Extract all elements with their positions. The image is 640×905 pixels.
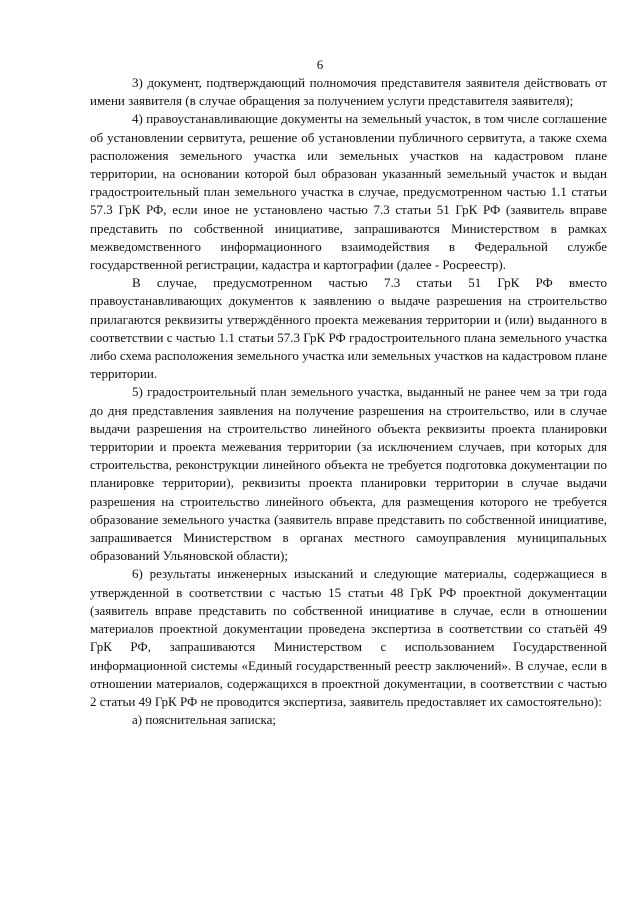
paragraph-item-5: 5) градостроительный план земельного участка, выданный не ранее чем за три года до дня представления заявления на получение разрешения на строительство, или в случае выдачи разрешения на строительство линейного объекта реквизиты проекта планировки территории и проекта межевания территории (за исключением случаев, при которых для строительства, реконструкции линейного объекта не требуется подготовка документации по планировке территории), реквизиты проекта планировки территории в случае выдачи разрешения на строительство линейного объекта, для размещения которого не требуется образование земельного участка (заявитель вправе представить по собственной инициативе, запрашивается Министерством в органах местного самоуправления муниципальных образований Ульяновской области); xyxy=(90,384,607,564)
paragraph-item-3: 3) документ, подтверждающий полномочия представителя заявителя действовать от имени заявителя (в случае обращения за получением услуги представителя заявителя); xyxy=(90,75,607,109)
paragraph-subitem-a: а) пояснительная записка; xyxy=(132,712,276,728)
page-number: 6 xyxy=(316,57,324,72)
document-body xyxy=(90,74,607,729)
paragraph-item-4: 4) правоустанавливающие документы на земельный участок, в том числе соглашение об установлении сервитута, решение об установлении публичного сервитута, а также схема расположения земельного участка или земельных участков на кадастровом плане территории, на основании которой был образован указанный земельный участок и выдан градостроительный план земельного участка в случае, предусмотренном частью 1.1 статьи 57.3 ГрК РФ, если иное не установлено частью 7.3 статьи 51 ГрК РФ (заявитель вправе представить по собственной инициативе, запрашиваются Министерством в рамках межведомственного информационного взаимодействия в Федеральной службе государственной регистрации, кадастра и картографии (далее - Росреестр). xyxy=(90,111,607,273)
paragraph-case-7-3: В случае, предусмотренном частью 7.3 статьи 51 ГрК РФ вместо правоустанавливающих документов к заявлению о выдаче разрешения на строительство прилагаются реквизиты утверждённого проекта межевания территории и (или) выданного в соответствии с частью 1.1 статьи 57.3 ГрК РФ градостроительного плана земельного участка либо схема расположения земельного участка или земельных участков на кадастровом плане территории. xyxy=(90,275,607,382)
paragraph-item-6: 6) результаты инженерных изысканий и следующие материалы, содержащиеся в утвержденной в соответствии с частью 15 статьи 48 ГрК РФ проектной документации (заявитель вправе представить по собственной инициативе в случае, если в отношении материалов проектной документации проведена экспертиза в соответствии со статьёй 49 ГрК РФ, запрашиваются Министерством с использованием Государственной информационной системы «Единый государственный реестр заключений». В случае, если в отношении материалов, содержащихся в проектной документации, в соответствии с частью 2 статьи 49 ГрК РФ не проводится экспертиза, заявитель предоставляет их самостоятельно): xyxy=(90,566,607,709)
